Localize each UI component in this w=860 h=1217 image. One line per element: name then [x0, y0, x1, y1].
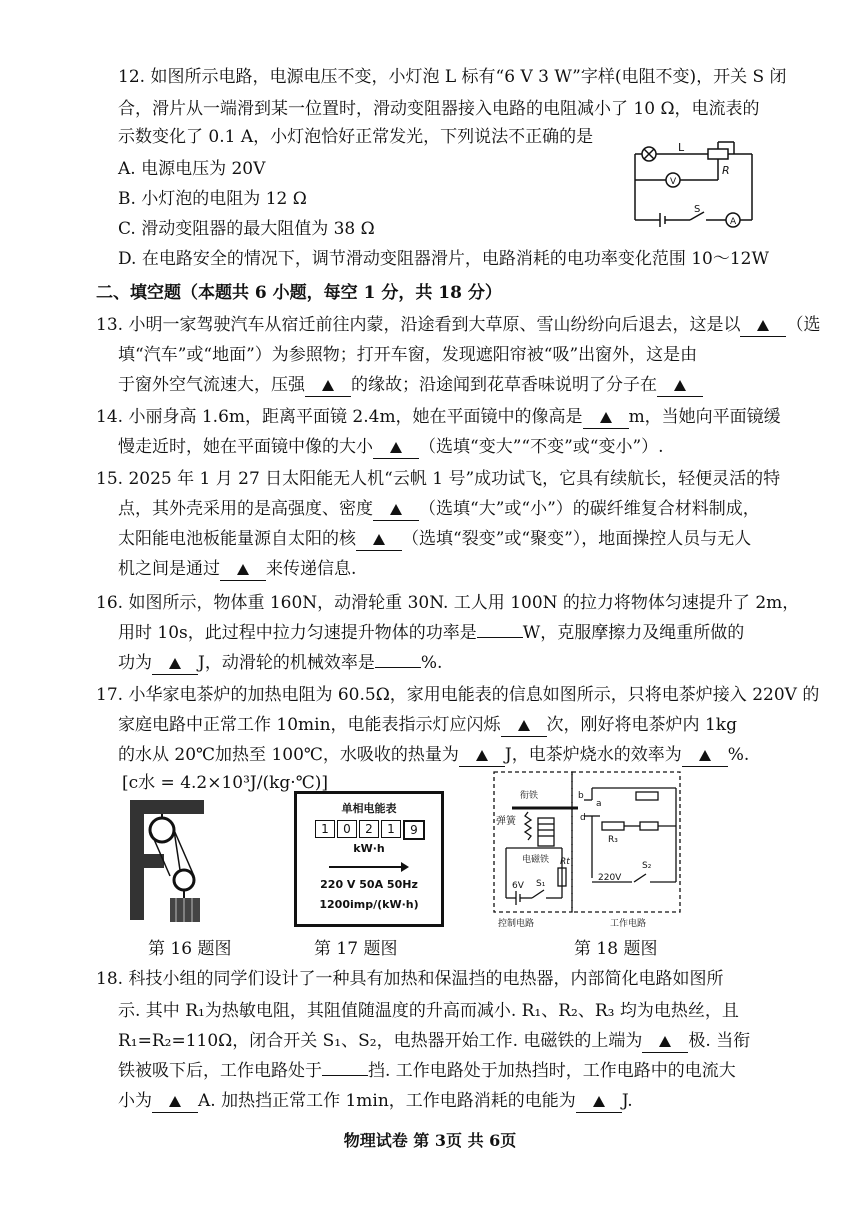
q12-label-s: S — [694, 204, 701, 215]
q12-option-a: A. 电源电压为 20V — [118, 159, 266, 179]
q12-line1: 12. 如图所示电路，电源电压不变，小灯泡 L 标有“6 V 3 W”字样(电阻不变)，开关 S 闭 — [118, 67, 787, 87]
q12-circuit-diagram — [630, 140, 760, 232]
q17-line2: 家庭电路中正常工作 10min，电能表指示灯应闪烁 次，刚好将电茶炉内 1kg — [118, 715, 737, 735]
fig16-caption: 第 16 题图 — [148, 939, 232, 959]
q18-blank-4[interactable] — [576, 1090, 622, 1113]
fig18-armature-label: 衔铁 — [520, 791, 539, 801]
fig17-caption: 第 17 题图 — [314, 939, 398, 959]
meter-digits — [315, 820, 425, 840]
q17-blank-2[interactable] — [459, 744, 505, 767]
q16-line2: 用时 10s，此过程中拉力匀速提升物体的功率是 W，克服摩擦力及绳重所做的 — [118, 623, 745, 643]
fig18-a-label: a — [596, 799, 602, 809]
q12-label-r: R — [722, 164, 730, 177]
fig18-work-label: 工作电路 — [610, 919, 647, 929]
q18-blank-3[interactable] — [152, 1090, 198, 1113]
fig18-6v-label: 6V — [512, 881, 524, 891]
q18-blank-1[interactable] — [642, 1030, 688, 1053]
meter-unit: kW·h — [353, 842, 385, 855]
q16-blank-3[interactable] — [375, 667, 421, 668]
q16-line1: 16. 如图所示，物体重 160N，动滑轮重 30N. 工人用 100N 的拉力将物体匀速提升了 2m， — [96, 593, 800, 613]
meter-digit: 1 — [315, 820, 335, 838]
q15-line4: 机之间是通过 来传递信息. — [118, 559, 357, 579]
q17-blank-3[interactable] — [682, 744, 728, 767]
fig18-control-label: 控制电路 — [498, 919, 535, 929]
q12-line2: 合，滑片从一端滑到某一位置时，滑动变阻器接入电路的电阻减小了 10 Ω，电流表的 — [118, 99, 760, 119]
meter-spec-1: 220 V 50A 50Hz — [320, 878, 418, 891]
fig18-relay-circuit — [492, 770, 684, 930]
q18-line5: 小为 A. 加热挡正常工作 1min，工作电路消耗的电能为 J. — [118, 1091, 633, 1111]
q12-option-d: D. 在电路安全的情况下，调节滑动变阻器滑片，电路消耗的电功率变化范围 10～12W — [118, 249, 769, 269]
fig18-r3-label: R₃ — [608, 835, 618, 845]
q16-blank-1[interactable] — [477, 637, 523, 638]
fig16-pulley-diagram — [128, 798, 208, 926]
q18-blank-2[interactable] — [322, 1075, 368, 1076]
fig18-220v-label: 220V — [598, 873, 622, 883]
fig18-b-label: b — [578, 791, 584, 801]
q17-blank-1[interactable] — [501, 714, 547, 737]
q17-formula: [c水 = 4.2×10³J/(kg·℃)] — [122, 773, 328, 793]
meter-title: 单相电能表 — [341, 802, 397, 815]
q12-option-c: C. 滑动变阻器的最大阻值为 38 Ω — [118, 219, 375, 239]
q17-line1: 17. 小华家电茶炉的加热电阻为 60.5Ω，家用电能表的信息如图所示，只将电茶炉接入 220V 的 — [96, 685, 820, 705]
q13-blank-1[interactable] — [740, 314, 786, 337]
q18-line2: 示. 其中 R₁为热敏电阻，其阻值随温度的升高而减小. R₁、R₂、R₃ 均为电热丝，且 — [118, 1001, 739, 1021]
q14-line2: 慢走近时，她在平面镜中像的大小 （选填“变大”“不变”或“变小”）. — [118, 437, 664, 457]
q15-line1: 15. 2025 年 1 月 27 日太阳能无人机“云帆 1 号”成功试飞，它具有续航长，轻便灵活的特 — [96, 469, 781, 489]
q14-line1: 14. 小丽身高 1.6m，距离平面镜 2.4m，她在平面镜中的像高是 m，当她向平面镜缓 — [96, 407, 781, 427]
q12-label-a: A — [730, 217, 737, 227]
q12-label-v: V — [670, 177, 677, 187]
arrow-icon — [327, 858, 411, 877]
q18-line1: 18. 科技小组的同学们设计了一种具有加热和保温挡的电热器，内部简化电路如图所 — [96, 969, 724, 989]
fig18-s2-label: S₂ — [642, 861, 652, 871]
q14-blank-2[interactable] — [373, 436, 419, 459]
fig18-d-label: d — [580, 813, 586, 823]
fig18-rt-label: Rt — [560, 857, 570, 867]
page-footer: 物理试卷 第 3页 共 6页 — [343, 1131, 517, 1150]
q15-blank-3[interactable] — [220, 558, 266, 581]
fig18-caption: 第 18 题图 — [574, 939, 658, 959]
q12-line3: 示数变化了 0.1 A，小灯泡恰好正常发光，下列说法不正确的是 — [118, 127, 594, 147]
q12-label-l: L — [678, 141, 685, 154]
q15-line2: 点，其外壳采用的是高强度、密度 （选填“大”或“小”）的碳纤维复合材料制成， — [118, 499, 760, 519]
meter-spec-2: 1200imp/(kW·h) — [319, 898, 419, 911]
fig17-energy-meter — [294, 791, 444, 927]
fig18-electromagnet-label: 电磁铁 — [522, 855, 550, 865]
q13-blank-2[interactable] — [305, 374, 351, 397]
q15-line3: 太阳能电池板能量源自太阳的核 （选填“裂变”或“聚变”），地面操控人员与无人 — [118, 529, 752, 549]
q18-line4: 铁被吸下后，工作电路处于 挡. 工作电路处于加热挡时，工作电路中的电流大 — [118, 1061, 736, 1081]
section-2-heading: 二、填空题（本题共 6 小题，每空 1 分，共 18 分） — [96, 283, 502, 303]
q16-blank-2[interactable] — [152, 652, 198, 675]
q13-line1: 13. 小明一家驾驶汽车从宿迁前往内蒙，沿途看到大草原、雪山纷纷向后退去，这是以 （选 — [96, 315, 821, 335]
q16-line3: 功为 J，动滑轮的机械效率是 %. — [118, 653, 443, 673]
meter-digit: 1 — [381, 820, 401, 838]
q15-blank-2[interactable] — [356, 528, 402, 551]
meter-digit: 2 — [359, 820, 379, 838]
q15-blank-1[interactable] — [373, 498, 419, 521]
meter-digit: 0 — [337, 820, 357, 838]
q12-option-b: B. 小灯泡的电阻为 12 Ω — [118, 189, 307, 209]
q13-line3: 于窗外空气流速大，压强 的缘故；沿途闻到花草香味说明了分子在 — [118, 374, 703, 397]
meter-digit: 9 — [403, 820, 425, 840]
fig18-s1-label: S₁ — [536, 879, 546, 889]
q13-line2: 填“汽车”或“地面”）为参照物；打开车窗，发现遮阳帘被“吸”出窗外，这是由 — [118, 345, 698, 365]
q18-line3: R₁=R₂=110Ω，闭合开关 S₁、S₂，电热器开始工作. 电磁铁的上端为 极. 当衔 — [118, 1031, 751, 1051]
q14-blank-1[interactable] — [583, 406, 629, 429]
q17-line3: 的水从 20℃加热至 100℃，水吸收的热量为 J，电茶炉烧水的效率为 %. — [118, 745, 750, 765]
q13-blank-3[interactable] — [657, 374, 703, 397]
fig18-spring-label: 弹簧 — [496, 816, 516, 827]
